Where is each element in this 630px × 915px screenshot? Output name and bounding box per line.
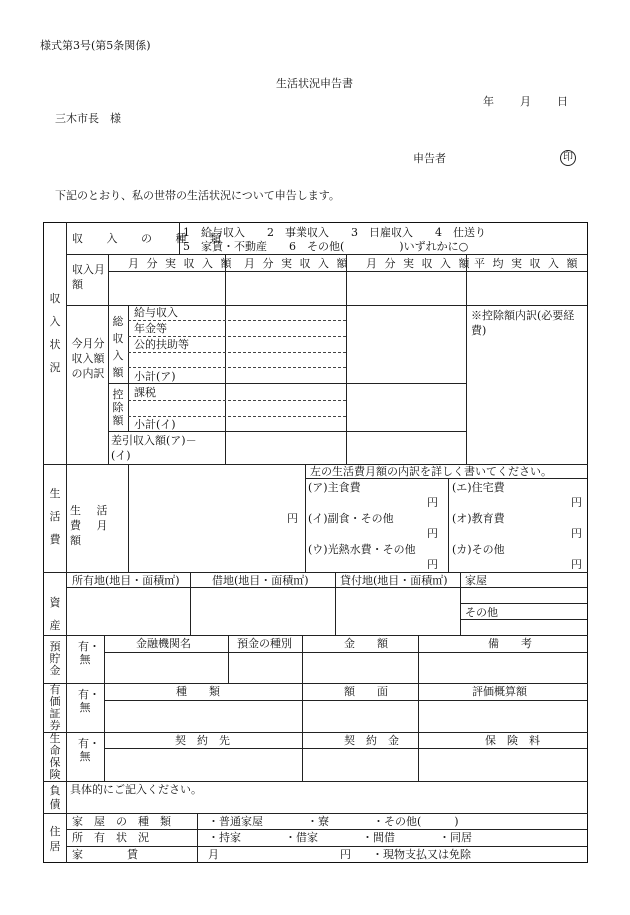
housing-type-label: 家 屋 の 種 類 [72,815,171,828]
housing-rent-month: 月 [208,848,219,861]
section-deposits: 預貯金 [49,640,61,677]
section-housing: 住居 [49,825,61,853]
intro-text: 下記のとおり、私の世帯の生活状況について申告します。 [55,189,340,202]
living-item-staple-yen: 円 [427,496,438,509]
housing-type-options: ・普通家屋 ・寮 ・その他( ) [208,815,459,828]
income-type-options-2: 5 家賃・不動産 6 その他( )いずれかに○ [183,240,469,253]
securities-col-valuation: 評価概算額 [472,685,527,698]
assets-leased-land: 借地(地目・面積㎡) [212,574,309,587]
income-breakdown-label: 今月分収入額の内訳 [71,337,105,380]
living-item-other: (カ)その他 [452,543,505,556]
subtotal-i: 小計(イ) [134,418,176,431]
living-item-education: (オ)教育費 [452,512,505,525]
securities-col-kind: 種 類 [176,685,220,698]
living-item-housing: (エ)住宅費 [452,481,505,494]
securities-presence: 有・無 [78,688,100,714]
income-col-month-2: 月 分 実 収 入 額 [244,257,350,270]
housing-ownership-options: ・持家 ・借家 ・間借 ・同居 [208,831,472,844]
gross-item-pension: 年金等 [134,322,167,335]
gross-item-public-aid: 公的扶助等 [134,338,189,351]
deduction-note: ※控除額内訳(必要経費) [471,309,575,337]
income-col-month-3: 月 分 実 収 入 額 [366,257,472,270]
form-title: 生活状況申告書 [276,77,353,90]
insurance-col-premium: 保 険 料 [485,734,540,747]
section-living: 生活費 [49,487,61,546]
seal-mark: 印 [560,150,576,166]
living-detail-title: 左の生活費月額の内訳を詳しく書いてください。 [310,465,552,478]
deposits-col-amount: 金 額 [344,637,388,650]
assets-house: 家屋 [465,574,487,587]
gross-income-label: 総収入額 [112,315,124,379]
income-monthly-label: 収入月額 [72,263,105,291]
living-monthly-label: 生 活 費 月 額 [70,504,114,547]
housing-rent-yen: 円 [340,848,351,861]
section-income: 収入状況 [49,292,61,374]
insurance-presence: 有・無 [78,737,100,763]
form-number: 様式第3号(第5条関係) [40,39,151,52]
housing-rent-label: 家 賃 [72,848,138,861]
living-yen: 円 [287,512,298,525]
income-col-month-1: 月 分 実 収 入 額 [128,257,234,270]
date-month-label: 月 [520,95,531,108]
section-securities: 有価証券 [49,683,61,732]
assets-owned-land: 所有地(地目・面積㎡) [72,574,180,587]
date-year-label: 年 [483,95,494,108]
deposits-col-bank: 金融機関名 [136,637,191,650]
living-item-utilities: (ウ)光熱水費・その他 [308,543,416,556]
section-debt: 負債 [49,784,61,811]
assets-other: その他 [465,606,498,619]
income-col-average: 平 均 実 収 入 額 [474,257,580,270]
living-item-education-yen: 円 [571,527,582,540]
section-assets: 資産 [49,596,61,632]
living-item-housing-yen: 円 [571,496,582,509]
living-item-side-yen: 円 [427,527,438,540]
net-income-line-1: 差引収入額(ア)－ [111,434,197,447]
date-day-label: 日 [557,95,568,108]
applicant-label: 申告者 [413,152,446,165]
housing-ownership-label: 所 有 状 況 [72,831,149,844]
deposits-col-kind: 預金の種別 [237,637,292,650]
living-item-utilities-yen: 円 [427,558,438,571]
addressee: 三木市長 様 [55,112,121,125]
gross-item-salary: 給与収入 [134,306,178,319]
subtotal-a: 小計(ア) [134,370,176,383]
income-type-label: 収 入 の 種 類 [72,232,231,245]
living-item-side: (イ)副食・その他 [308,512,394,525]
income-type-options-1: 1 給与収入 2 事業収入 3 日雇収入 4 仕送り [183,226,486,239]
housing-rent-options: ・現物支払又は免除 [372,848,471,861]
debt-note: 具体的にご記入ください。 [70,783,202,796]
living-item-other-yen: 円 [571,558,582,571]
deduction-label: 控除額 [112,388,124,427]
section-insurance: 生命保険 [49,732,61,781]
assets-lent-land: 貸付地(地目・面積㎡) [340,574,448,587]
securities-col-face: 額 面 [344,685,388,698]
deposits-col-remarks: 備 考 [488,637,532,650]
insurance-col-amount: 契 約 金 [344,734,399,747]
net-income-line-2: (イ) [111,449,131,462]
deposits-presence: 有・無 [78,640,100,666]
insurance-col-contractor: 契 約 先 [175,734,230,747]
living-item-staple: (ア)主食費 [308,481,361,494]
deduct-item-tax: 課税 [134,386,156,399]
